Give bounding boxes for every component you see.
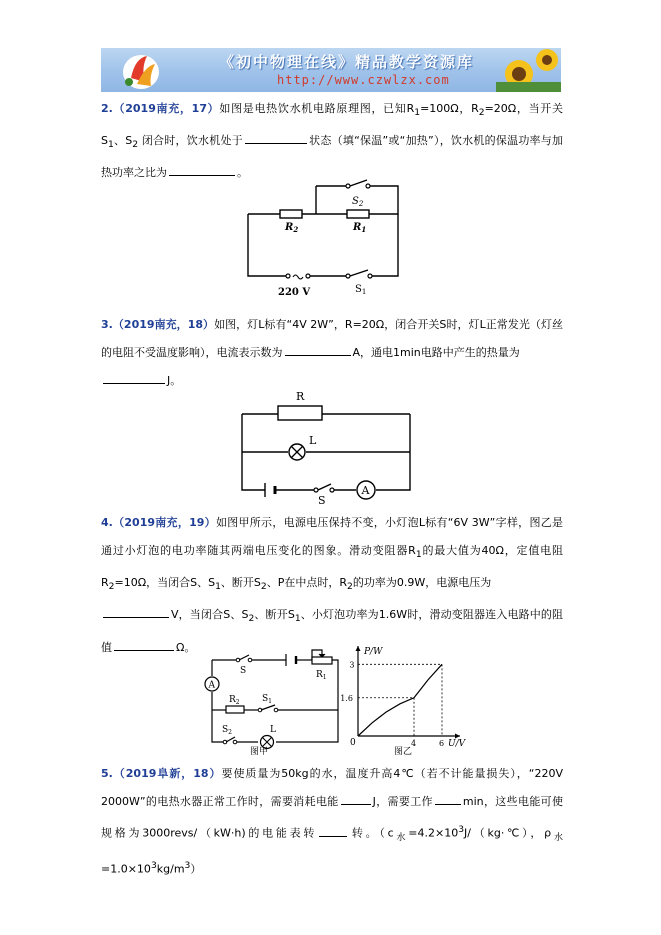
guide-line-1 <box>358 664 442 736</box>
circuit-figure-q2 <box>230 180 420 302</box>
switch-s1 <box>258 705 278 712</box>
question-3 <box>101 311 563 395</box>
question-text: min，这些电能可使规格为3000revs/（kW·h)的电能表转 <box>101 795 563 840</box>
question-number: 3. <box>101 318 113 331</box>
subscript: 水 <box>393 831 409 843</box>
rheostat-r1 <box>312 657 332 664</box>
subscript: 2 <box>248 613 255 625</box>
answer-blank[interactable] <box>319 822 347 837</box>
label-r2: $R_2$ <box>229 695 240 706</box>
question-text: 要使质量为50kg的水，温度升高4℃（若不计能量损失），“220V 2000W”的电热水器正常工作时，需要消耗电能 <box>101 767 563 808</box>
label-l: L <box>270 725 276 735</box>
subscript: 1 <box>414 107 421 119</box>
superscript: 3 <box>150 859 157 871</box>
battery-icon <box>286 654 296 666</box>
label-r: R <box>296 390 305 403</box>
subscript: 1 <box>294 613 301 625</box>
header-banner <box>101 48 561 92</box>
label-s: S <box>318 494 326 507</box>
banner-title: 《初中物理在线》精品教学资源库 <box>219 53 475 71</box>
chart-figure-q4b <box>338 644 464 756</box>
figure-caption: 图甲 <box>250 747 269 757</box>
subscript: 水 <box>551 831 564 843</box>
answer-blank[interactable] <box>245 129 307 144</box>
chart-tick-labels <box>340 660 444 748</box>
superscript: 3 <box>184 859 191 871</box>
chart-guides <box>358 664 442 736</box>
x-axis-arrow <box>455 734 460 739</box>
answer-blank[interactable] <box>435 790 461 805</box>
question-text: J。 <box>167 374 182 387</box>
ammeter-label: A <box>208 680 215 691</box>
x-tick-label: 6 <box>439 739 445 748</box>
question-text: 如图，灯L标有“4V 2W”，R=20Ω，闭合开关S时，灯L正常发光（灯丝的电阻不受温度影响），电流表示数为 <box>101 318 563 359</box>
question-source: （2019南充，19） <box>112 516 216 529</box>
resistor-r2 <box>226 706 244 713</box>
switch-s <box>314 484 334 492</box>
question-text: 、断开S <box>254 608 295 622</box>
question-text: =1.0×10 <box>101 862 151 876</box>
circuit-figure-q4a <box>198 646 348 756</box>
subscript: 2 <box>132 139 139 151</box>
question-text: Ω。 <box>176 640 196 654</box>
origin-label: 0 <box>350 738 356 748</box>
subscript: 2 <box>108 581 115 593</box>
question-text: J/（kg·℃），ρ <box>464 826 552 840</box>
question-4 <box>101 509 563 662</box>
question-text: J，需要工作 <box>372 795 433 808</box>
logo-icon <box>123 55 159 89</box>
subscript: 1 <box>415 549 422 561</box>
question-number: 2. <box>101 102 113 115</box>
label-s1: $S_1$ <box>355 284 367 296</box>
label-l: L <box>309 434 317 447</box>
switch-s2 <box>223 737 237 744</box>
y-tick-label: 3 <box>349 660 355 670</box>
switch-s1 <box>346 270 372 278</box>
question-text: =10Ω，当闭合S、S <box>114 576 216 590</box>
answer-blank[interactable] <box>103 369 165 384</box>
series-line <box>358 664 442 736</box>
question-text: 、S <box>113 134 133 148</box>
chart-axes <box>356 646 461 739</box>
question-text: A，通电1min电路中产生的热量为 <box>352 346 520 359</box>
subscript: 1 <box>215 581 221 593</box>
label-220v: 220 V <box>278 287 311 298</box>
question-number: 5. <box>101 767 113 780</box>
question-source: （2019阜新，18） <box>112 767 222 780</box>
question-text: 如图甲所示，电源电压保持不变，小灯泡L标有“6V 3W”字样，图乙是通过小灯泡的电功率随其两端电压变化的图象。滑动变阻器R <box>101 516 563 557</box>
lamp-icon <box>289 444 305 460</box>
answer-blank[interactable] <box>114 636 174 651</box>
switch-s <box>236 655 252 662</box>
question-text: kg/m <box>156 862 185 876</box>
question-text: 、P在中点时，R <box>266 576 347 590</box>
question-text: 转。（c <box>349 826 394 840</box>
y-tick-label: 1.6 <box>340 693 353 703</box>
answer-blank[interactable] <box>103 603 169 618</box>
subscript: 2 <box>347 581 353 593</box>
ammeter-icon <box>205 677 219 691</box>
question-text: 闭合时，饮水机处于 <box>141 134 243 148</box>
superscript: 3 <box>458 824 465 835</box>
question-text: 如图是电热饮水机电路原理图，已知R <box>219 102 415 115</box>
label-r1: $R_1$ <box>353 222 367 234</box>
answer-blank[interactable] <box>169 161 235 176</box>
question-text: V，当闭合S、S <box>171 608 249 622</box>
subscript: 2 <box>260 581 267 593</box>
question-text: =20Ω，当开关S <box>101 102 563 148</box>
question-source: （2019南充，18） <box>112 318 215 331</box>
ammeter-label: A <box>361 484 370 497</box>
answer-blank[interactable] <box>285 341 351 356</box>
question-text: =100Ω，R <box>420 102 479 115</box>
sunflower-icon <box>496 49 561 92</box>
resistor-r2 <box>280 210 302 218</box>
y-axis-arrow <box>356 646 361 651</box>
question-text: 。 <box>237 166 248 180</box>
banner-url[interactable]: http://www.czwlzx.com <box>277 73 450 87</box>
question-text: 的最大值为40Ω，定值电阻R <box>101 544 563 590</box>
question-text: =4.2×10 <box>408 826 459 840</box>
question-text: 状态（填“保温”或“加热”），饮水机的保温功率与加热功率之比为 <box>101 134 564 180</box>
guide-line-0 <box>358 698 414 736</box>
label-s2: $S_2$ <box>222 725 232 736</box>
question-text: ） <box>190 862 202 876</box>
question-text: 、断开S <box>220 576 261 590</box>
question-text: 的功率为0.9W，电源电压为 <box>352 576 492 590</box>
question-2 <box>101 95 563 187</box>
resistor-r1 <box>347 210 369 218</box>
label-r1: $R_1$ <box>316 670 327 681</box>
question-source: （2019南充，17） <box>112 102 220 115</box>
question-number: 4. <box>101 516 113 529</box>
ammeter-icon <box>357 481 375 499</box>
resistor-r <box>278 406 322 420</box>
x-axis-label: U/V <box>448 739 466 749</box>
subscript: 2 <box>478 107 485 119</box>
label-r2: $R_2$ <box>285 222 299 234</box>
battery-icon <box>265 483 275 497</box>
label-s2: $S_2$ <box>352 196 364 208</box>
ac-source-icon <box>286 274 310 279</box>
subscript: 1 <box>107 139 114 151</box>
answer-blank[interactable] <box>341 790 371 805</box>
switch-s2 <box>346 180 370 188</box>
label-s1: $S_1$ <box>262 694 272 705</box>
label-s: S <box>240 666 247 676</box>
circuit-figure-q3 <box>230 388 420 507</box>
x-tick-label: 4 <box>411 739 417 748</box>
y-axis-label: P/W <box>364 647 383 657</box>
question-text: 、小灯泡功率为1.6W时，滑动变阻器连入电路中的阻值 <box>101 608 563 654</box>
question-5 <box>101 760 563 884</box>
figure-caption: 图乙 <box>394 747 413 757</box>
